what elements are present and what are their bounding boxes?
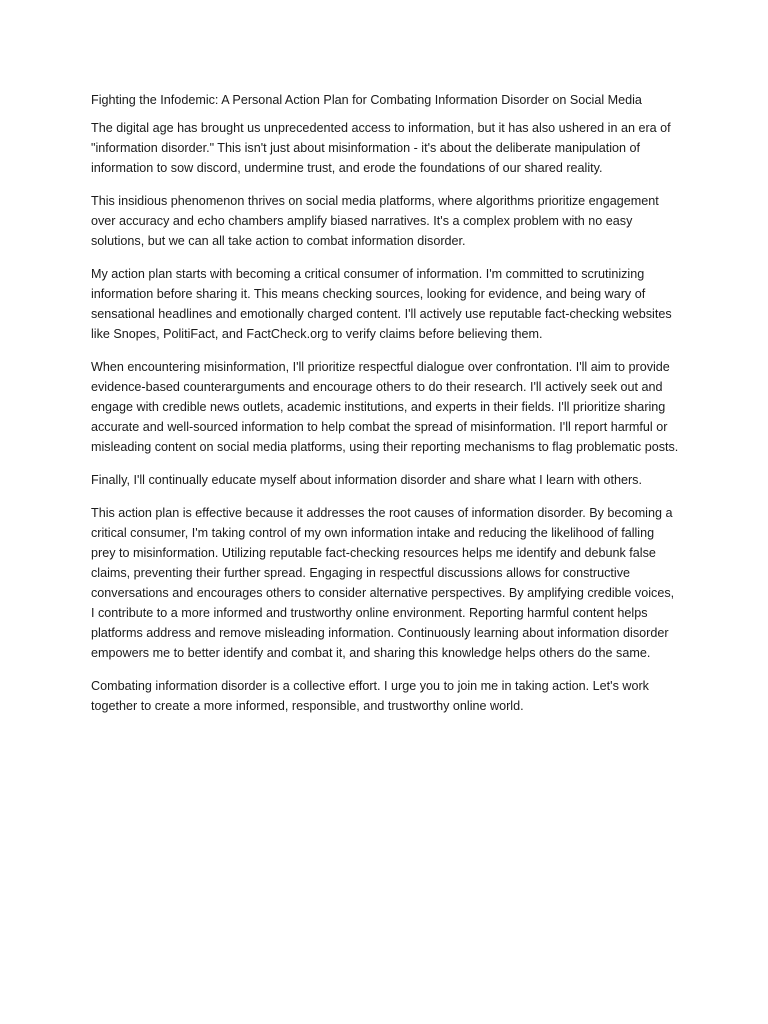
paragraph-encountering-misinformation: When encountering misinformation, I'll prioritize respectful dialogue over confrontation. I'll aim to provide evidence-based counterarguments and encourage others to do their research. I'll actively seek out and engage with credible news outlets, academic institutions, and experts in their fields. I'll prioritize sharing accurate and well-sourced information to help combat the spread of misinformation. I'll report harmful or misleading content on social media platforms, using their reporting mechanisms to flag problematic posts.: [91, 360, 679, 454]
paragraph-continual-education: Finally, I'll continually educate myself about information disorder and share what I learn with others.: [91, 473, 642, 487]
paragraph-effectiveness: This action plan is effective because it addresses the root causes of information disorder. By becoming a critical consumer, I'm taking control of my own information intake and reducing the likelihood of falling prey to misinformation. Utilizing reputable fact-checking resources helps me identify and debunk false claims, preventing their further spread. Engaging in respectful discussions allows for constructive conversations and encourages others to consider alternative perspectives. By amplifying credible voices, I contribute to a more informed and trustworthy online environment. Reporting harmful content helps platforms address and remove misleading information. Continuously learning about information disorder empowers me to better identify and combat it, and sharing this knowledge helps others do the same.: [91, 506, 675, 660]
document-title: Fighting the Infodemic: A Personal Action Plan for Combating Information Disorder on Social Media: [91, 93, 642, 107]
paragraph-intro: The digital age has brought us unprecedented access to information, but it has also ushered in an era of "information disorder." This isn't just about misinformation - it's about the deliberate manipulation of information to sow discord, undermine trust, and erode the foundations of our shared reality.: [91, 121, 671, 175]
paragraph-social-media: This insidious phenomenon thrives on social media platforms, where algorithms prioritize engagement over accuracy and echo chambers amplify biased narratives. It's a complex problem with no easy solutions, but we can all take action to combat information disorder.: [91, 194, 659, 248]
paragraph-conclusion: Combating information disorder is a collective effort. I urge you to join me in taking action. Let's work together to create a more informed, responsible, and trustworthy online world.: [91, 679, 649, 713]
paragraph-critical-consumer: My action plan starts with becoming a critical consumer of information. I'm committed to scrutinizing information before sharing it. This means checking sources, looking for evidence, and being wary of sensational headlines and emotionally charged content. I'll actively use reputable fact-checking websites like Snopes, PolitiFact, and FactCheck.org to verify claims before believing them.: [91, 267, 672, 341]
